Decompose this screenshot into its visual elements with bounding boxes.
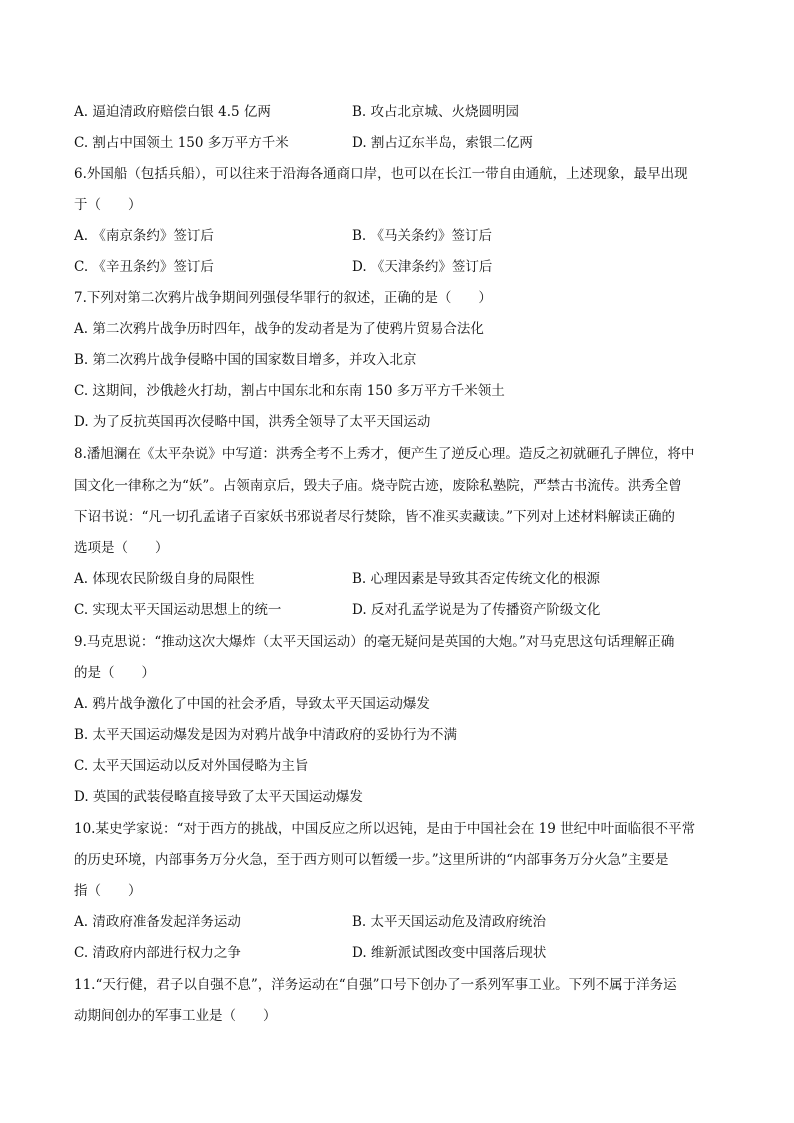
q8-option-c: C. 实现太平天国运动思想上的统一 [74,602,282,618]
q8-stem-line-4: 选项是（ ） [74,540,169,556]
q6-option-b: B. 《马关条约》签订后 [352,228,493,244]
q11-stem-line-1: 11.“天行健，君子以自强不息”，洋务运动在“自强”口号下创办了一系列军事工业。下列不属于洋务运 [74,977,677,993]
q5-option-d: D. 割占辽东半岛，索银二亿两 [352,135,533,151]
q10-option-c: C. 清政府内部进行权力之争 [74,945,241,961]
q5-option-b: B. 攻占北京城、火烧圆明园 [352,104,520,120]
q8-stem-line-1: 8.潘旭澜在《太平杂说》中写道：洪秀全考不上秀才，便产生了逆反心理。造反之初就砸孔子牌位，将中 [74,446,695,462]
q11-stem-line-2: 动期间创办的军事工业是（ ） [74,1008,277,1024]
q6-stem-line-1: 6.外国船（包括兵船），可以往来于沿海各通商口岸，也可以在长江一带自由通航，上述现象，最早出现 [74,166,688,182]
q8-option-b: B. 心理因素是导致其否定传统文化的根源 [352,571,601,587]
q5-option-a: A. 逼迫清政府赔偿白银 4.5 亿两 [74,104,271,120]
q9-option-c: C. 太平天国运动以反对外国侵略为主旨 [74,758,309,774]
q10-option-b: B. 太平天国运动危及清政府统治 [352,914,547,930]
q9-stem-line-2: 的是（ ） [74,665,155,681]
q8-option-a: A. 体现农民阶级自身的局限性 [74,571,255,587]
q7-option-a: A. 第二次鸦片战争历时四年，战争的发动者是为了使鸦片贸易合法化 [74,321,484,337]
q9-stem-line-1: 9.马克思说：“推动这次大爆炸（太平天国运动）的毫无疑问是英国的大炮。”对马克思这句话理解正确 [74,634,675,650]
q9-option-a: A. 鸦片战争激化了中国的社会矛盾，导致太平天国运动爆发 [74,696,430,712]
q8-stem-line-2: 国文化一律称之为“妖”。占领南京后，毁夫子庙。烧寺院古迹，废除私塾院，严禁古书流传。洪秀全曾 [74,478,682,494]
q10-option-a: A. 清政府准备发起洋务运动 [74,914,241,930]
q10-option-d: D. 维新派试图改变中国落后现状 [352,945,547,961]
q9-option-d: D. 英国的武装侵略直接导致了太平天国运动爆发 [74,789,363,805]
q9-option-b: B. 太平天国运动爆发是因为对鸦片战争中清政府的妥协行为不满 [74,727,458,743]
q6-option-d: D. 《天津条约》签订后 [352,259,493,275]
q8-option-d: D. 反对孔孟学说是为了传播资产阶级文化 [352,602,601,618]
q7-option-d: D. 为了反抗英国再次侵略中国，洪秀全领导了太平天国运动 [74,414,431,430]
q5-option-c: C. 割占中国领土 150 多万平方千米 [74,135,289,151]
q7-stem: 7.下列对第二次鸦片战争期间列强侵华罪行的叙述，正确的是（ ） [74,290,492,306]
q10-stem-line-1: 10.某史学家说：“对于西方的挑战，中国反应之所以迟钝，是由于中国社会在 19 世纪中叶面临很不平常 [74,821,696,837]
q7-option-c: C. 这期间，沙俄趁火打劫，割占中国东北和东南 150 多万平方千米领土 [74,383,505,399]
q10-stem-line-3: 指（ ） [74,883,142,899]
q6-option-a: A. 《南京条约》签订后 [74,228,214,244]
q6-stem-line-2: 于（ ） [74,197,142,213]
q8-stem-line-3: 下诏书说：“凡一切孔孟诸子百家妖书邪说者尽行焚除，皆不准买卖藏读。”下列对上述材料解读正确的 [74,509,676,525]
q7-option-b: B. 第二次鸦片战争侵略中国的国家数目增多，并攻入北京 [74,352,417,368]
q6-option-c: C. 《辛丑条约》签订后 [74,259,214,275]
q10-stem-line-2: 的历史环境，内部事务万分火急，至于西方则可以暂缓一步。”这里所讲的“内部事务万分火急”主要是 [74,852,669,868]
